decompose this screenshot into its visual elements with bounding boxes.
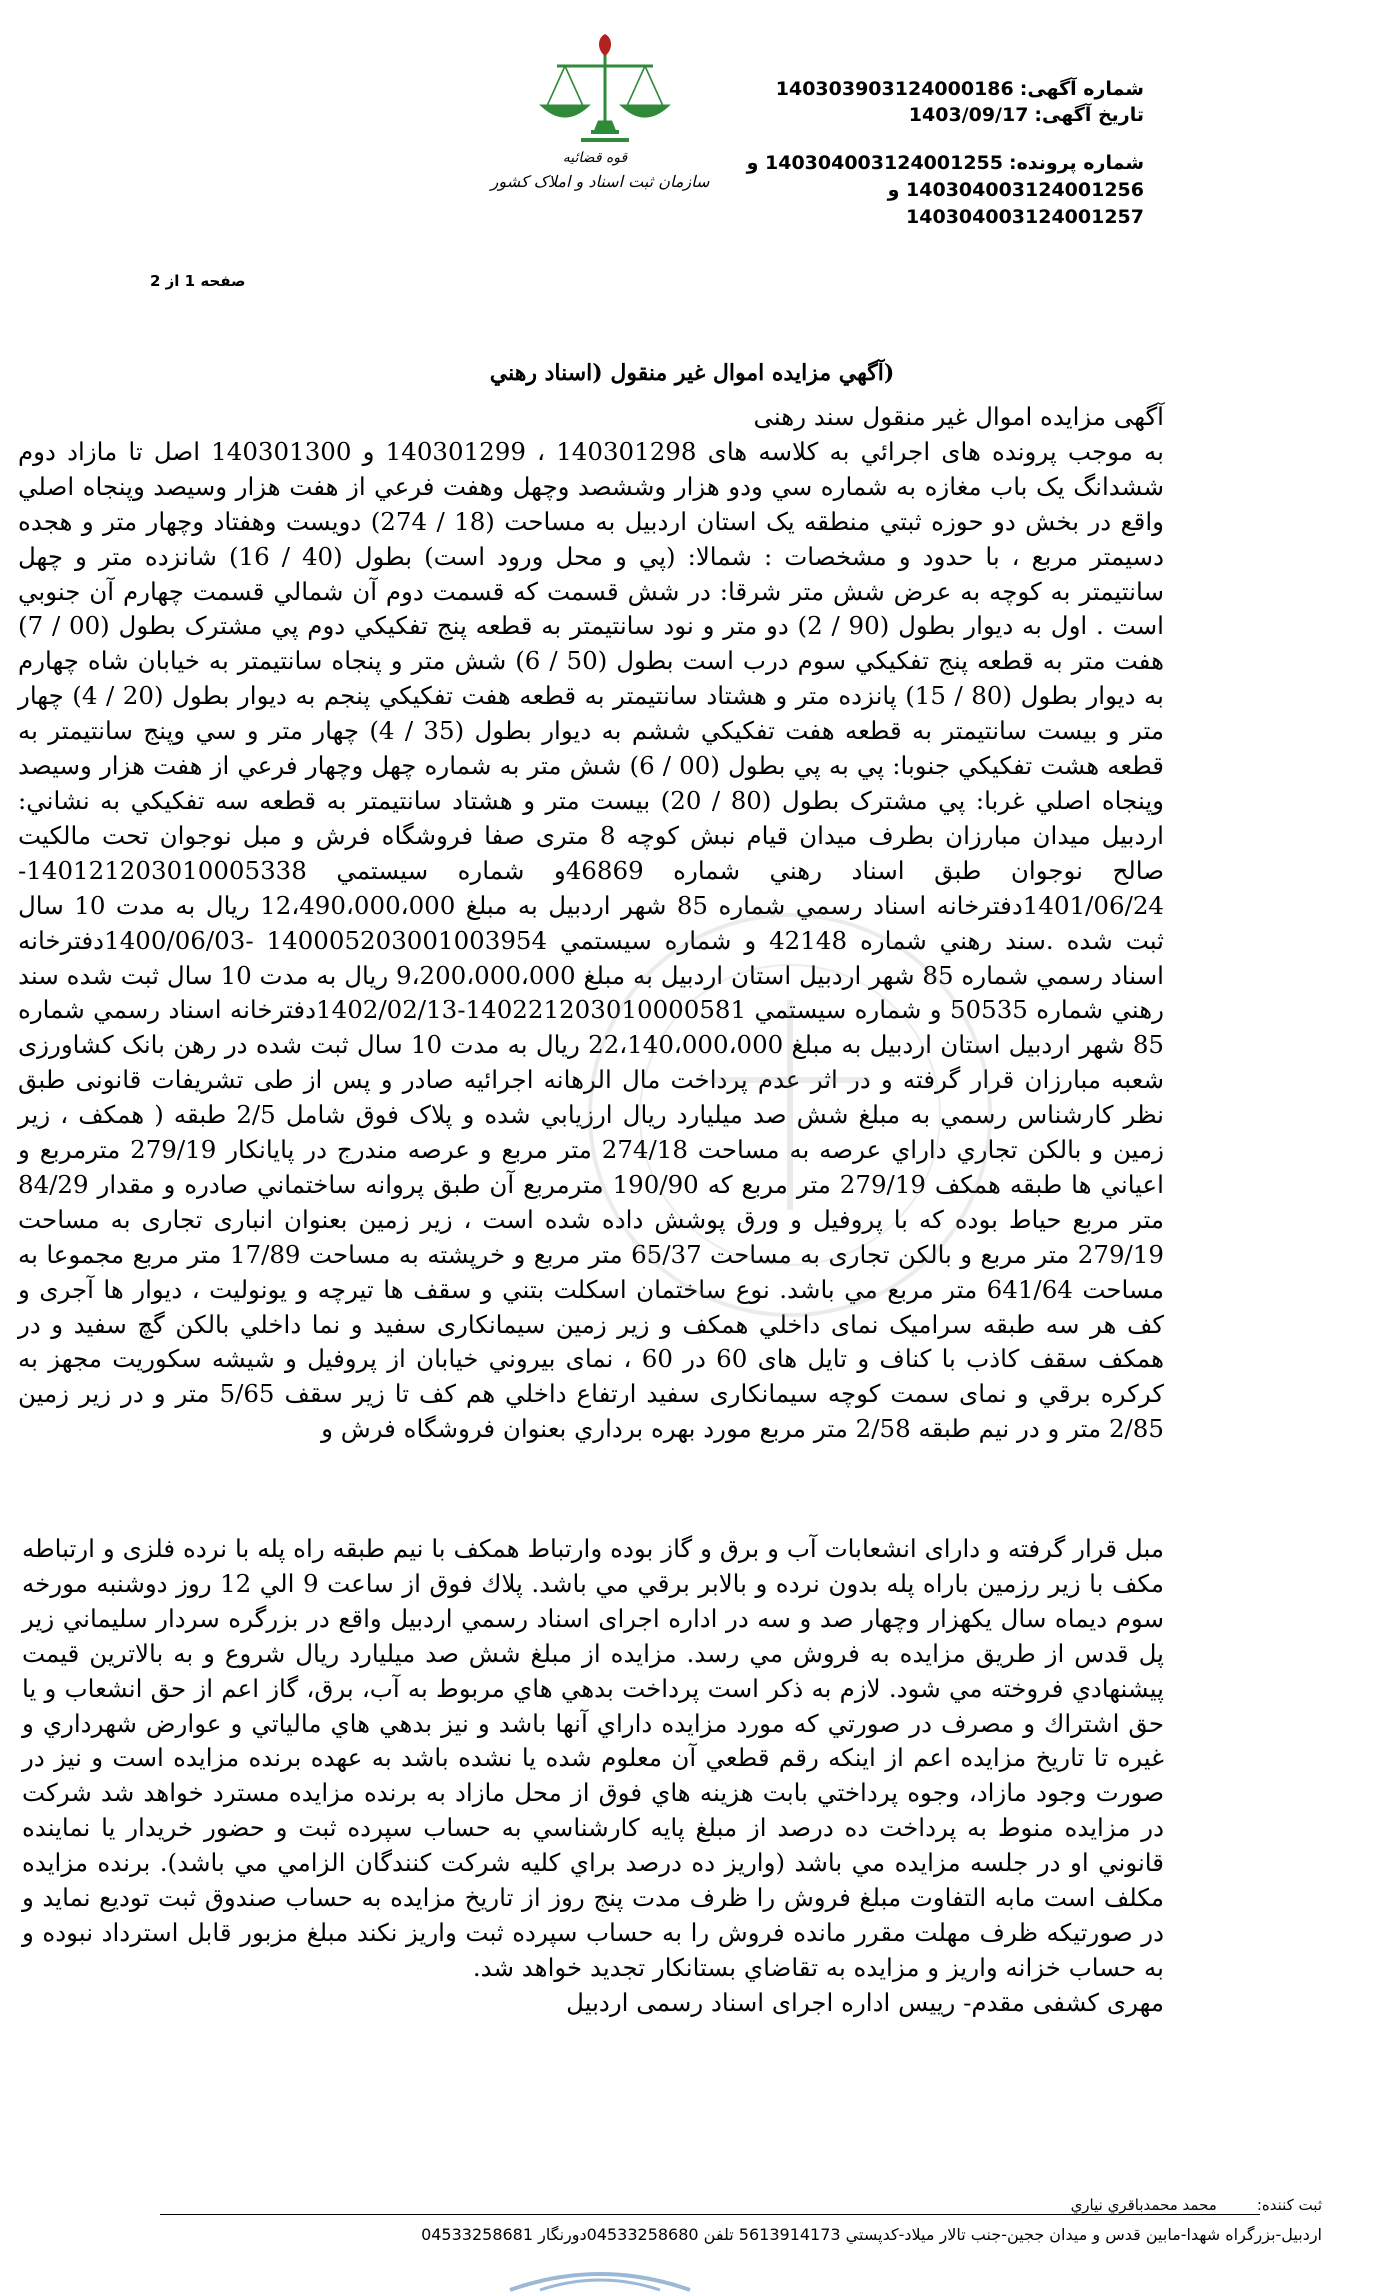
- organization-name: سازمان ثبت اسناد و املاک کشور: [490, 172, 710, 191]
- signatory: مهری کشفی مقدم- رییس اداره اجرای اسناد رسمی اردبیل: [566, 1987, 1164, 2017]
- file-number-1: 140304003124001255 و: [746, 152, 1003, 174]
- notice-subtitle: آگهی مزایده اموال غیر منقول سند رهنی: [753, 402, 1164, 431]
- registrar-label: ثبت كننده:: [1256, 2196, 1322, 2214]
- watermark-emblem-icon: [560, 880, 1020, 1350]
- notice-date-row: [909, 104, 1144, 126]
- notice-date: 1403/09/17: [908, 104, 1029, 126]
- notice-body-part-2: [22, 1532, 1164, 2021]
- file-number-3: 140304003124001257: [906, 206, 1144, 228]
- registrar-name: محمد محمدباقري نياري: [1070, 2196, 1217, 2214]
- notice-number: 140303903124000186: [775, 78, 1014, 100]
- notice-paragraph-2: مبل قرار گرفته و دارای انشعابات آب و برق و گاز بوده وارتباط همکف با نيم طبقه راه پله با نرده فلزی و ارتباطه مکف با زير رزمين باراه پله بدون نرده و بالابر برقي مي باشد. پلاك فوق از ساعت 9 الي 12 روز دوشنبه مورخه سوم ديماه سال يکهزار وچهار صد و سه در اداره اجرای اسناد رسمي اردبيل واقع در بزرگره سردار سليماني زير پل قدس از طريق مزايده به فروش مي رسد. مزايده از مبلغ شش صد ميليارد ريال شروع و به بالاترين قيمت پيشنهادي فروخته مي شود. لازم به ذكر است پرداخت بدهي هاي مربوط به آب، برق، گاز اعم از حق انشعاب و يا حق اشتراك و مصرف در صورتي كه مورد مزايده داراي آنها باشد و نيز بدهي هاي مالياتي و عوارض شهرداري و غيره تا تاريخ مزايده اعم از اينكه رقم قطعي آن معلوم شده يا نشده باشد به عهده برنده مزايده است و نيز در صورت وجود مازاد، وجوه پرداختي بابت هزينه هاي فوق از محل مازاد به برنده مزايده مسترد خواهد شد شركت در مزايده منوط به پرداخت ده درصد از مبلغ پايه كارشناسي به حساب سپرده ثبت و حضور خريدار يا نماينده قانوني او در جلسه مزايده مي باشد (واريز ده درصد براي كليه شركت كنندگان الزامي مي باشد). برنده مزايده مكلف است مابه التفاوت مبلغ فروش را ظرف مدت پنج روز از تاريخ مزايده به حساب صندوق ثبت توديع نمايد و در صورتيكه ظرف مهلت مقرر مانده فروش را به حساب سپرده ثبت واريز نكند مبلغ مزبور قابل استرداد نبوده و به حساب خزانه واريز و مزايده به تقاضاي بستانكار تجديد خواهد شد.: [22, 1534, 1164, 1982]
- file-number-2: 140304003124001256 و: [887, 179, 1144, 201]
- notice-paragraph-1: به موجب پرونده های اجرائي به کلاسه های 140301298 ، 140301299 و 140301300 اصل تا مازاد دوم ششدانگ یک باب مغازه به شماره سي ودو هزار وششصد وچهل وهفت فرعي از هفت هزار وسيصد وپنجاه اصلي واقع در بخش دو حوزه ثبتي منطقه یک استان اردبيل به مساحت (18 / 274) دويست وهفتاد وچهار متر و هجده دسيمتر مربع ، با حدود و مشخصات : شمالا: (پي و محل ورود است) بطول (40 / 16) شانزده متر و چهل سانتيمتر به کوچه به عرض شش متر شرقا: در شش قسمت که قسمت دوم آن شمالي قسمت چهارم آن جنوبي است . اول به ديوار بطول (90 / 2) دو متر و نود سانتيمتر به قطعه پنج تفکيکي دوم پي مشترک بطول (00 / 7) هفت متر به قطعه پنج تفکيکي سوم درب است بطول (50 / 6) شش متر و پنجاه سانتيمتر به خيابان شاه چهارم به ديوار بطول (80 / 15) پانزده متر و هشتاد سانتيمتر به قطعه هفت تفکيکي پنجم به ديوار بطول (20 / 4) چهار متر و بيست سانتيمتر به قطعه هفت تفکيکي ششم به ديوار بطول (35 / 4) چهار متر و سي وپنج سانتيمتر به قطعه هشت تفکيکي جنوبا: پي به پي بطول (00 / 6) شش متر به شماره چهل وچهار فرعي از هفت هزار وسيصد وپنجاه اصلي غربا: پي مشترک بطول (80 / 20) بيست متر و هشتاد سانتيمتر به قطعه سه تفکيکي به نشاني: اردبيل ميدان مبارزان بطرف ميدان قيام نبش کوچه 8 متری صفا فروشگاه فرش و مبل نوجوان تحت مالکيت صالح نوجوان طبق اسناد رهني شماره 46869و شماره سيستمي 14012120301000533‌8-1401/06/24دفترخانه اسناد رسمي شماره 85 شهر اردبيل به مبلغ 12،490،000،000 ريال به مدت 10 سال ثبت شده .سند رهني شماره 42148 و شماره سيستمي 140005203001003954 -1400/06/03دفترخانه اسناد رسمي شماره 85 شهر اردبيل استان اردبيل به مبلغ 9،200،000،000 ريال به مدت 10 سال ثبت شده سند رهني شماره 50535 و شماره سيستمي 140221203010000581-1402/02/13دفترخانه اسناد رسمي شماره 85 شهر اردبيل استان اردبيل به مبلغ 22،140،000،000 ريال به مدت 10 سال ثبت شده در رهن بانک کشاورزی شعبه مبارزان قرار گرفته و در اثر عدم پرداخت مال الرهانه اجرائيه صادر و پس از طی تشريفات قانونی طبق نظر کارشناس رسمي به مبلغ شش صد ميليارد ريال ارزيابي شده و پلاک فوق شامل 2/5 طبقه ( همکف ، زير زمين و بالکن تجاري داراي عرصه به مساحت 274/18 متر مربع و عرصه مندرج در پايانکار 279/19 مترمربع و اعياني ها طبقه همکف 279/19 متر مربع که 190/90 مترمربع آن طبق پروانه ساختماني صادره و مقدار 84/29 متر مربع حياط بوده که با پروفيل و ورق پوشش داده شده است ، زير زمين بعنوان انباری تجاری به مساحت 279/19 متر مربع و بالکن تجاری به مساحت 65/37 متر مربع و خرپشته به مساحت 17/89 متر مربع مجموعا به مساحت 641/64 متر مربع مي باشد. نوع ساختمان اسکلت بتني و سقف ها تيرچه و يونوليت ، ديوار ها آجری و کف هر سه طبقه سراميک نمای داخلي همکف و زير زمين سيمانکاری سفيد و نما داخلي بالکن گچ سفيد و در همکف سقف کاذب با کناف و تايل های 60 در 60 ، نمای بيروني خيابان از پروفيل و شيشه سکوريت مجهز به کرکره برقي و نمای سمت کوچه سيمانکاری سفيد ارتفاع داخلي هم کف تا زير سقف 5/65 متر و در زير زمين 2/85 متر و در نيم طبقه 2/58 متر مربع مورد بهره برداري بعنوان فروشگاه فرش و: [18, 436, 1165, 1444]
- footer-divider: [160, 2214, 1260, 2215]
- footer-address: اردبيل-بزرگراه شهدا-مابين قدس و ميدان ججين-جنب تالار ميلاد-كدپستي 5613914173 تلفن 04533258680دورنگار 04533258681: [421, 2225, 1322, 2244]
- bottom-logo-fragment-icon: [500, 2262, 700, 2292]
- notice-date-label: تاریخ آگهی:: [1034, 104, 1144, 126]
- file-number-label: شماره پرونده:: [1008, 152, 1144, 174]
- file-number-row: [747, 152, 1144, 174]
- page-indicator: صفحه 1 از 2: [150, 272, 246, 290]
- notice-number-row: [776, 78, 1144, 100]
- notice-title: (آگهي مزايده اموال غير منقول (اسناد رهني: [489, 360, 895, 386]
- registrar-row: [1071, 2196, 1322, 2214]
- notice-number-label: شماره آگهی:: [1019, 78, 1144, 100]
- judiciary-scales-emblem-icon: [535, 30, 675, 150]
- emblem-caption: قوه قضائیه: [562, 150, 628, 166]
